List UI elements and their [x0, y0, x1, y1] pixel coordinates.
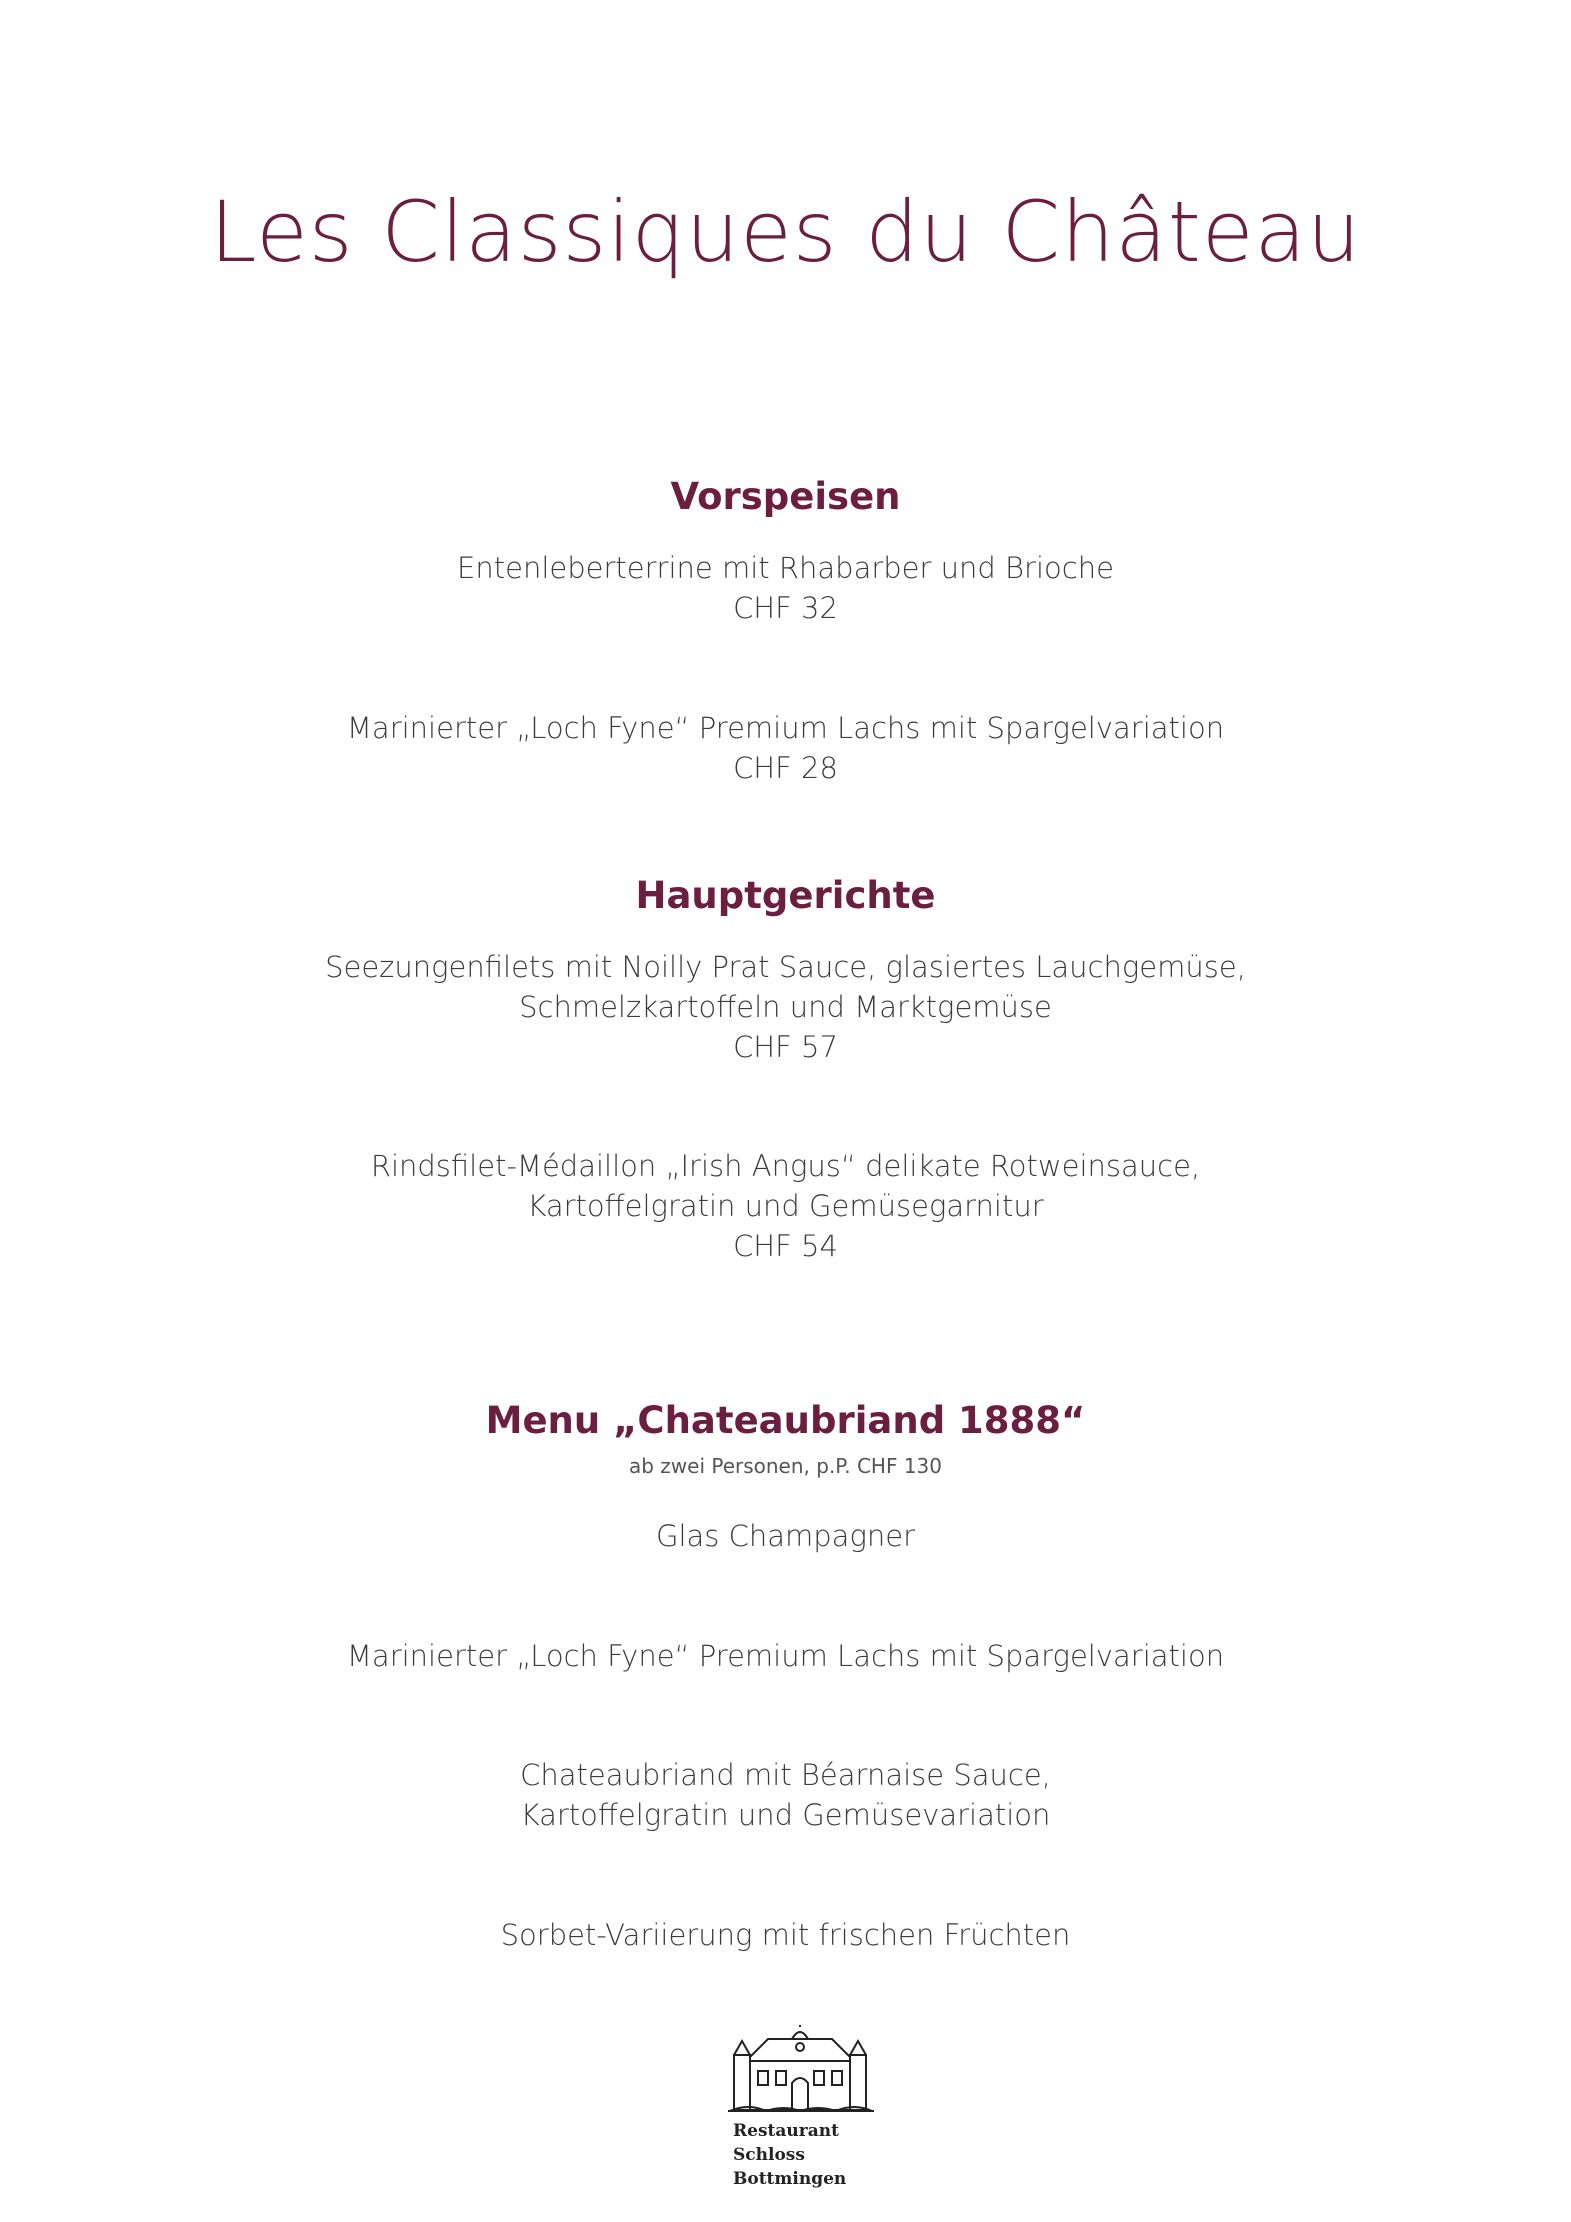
menu-course-description: Sorbet-Variierung mit frischen Früchten — [500, 1918, 1071, 1952]
menu-item-description: Marinierter „Loch Fyne“ Premium Lachs mit Spargelvariation — [346, 711, 1225, 745]
logo-text — [733, 2119, 888, 2191]
castle-icon — [728, 2025, 878, 2115]
menu-item-description: Rindsfilet-Médaillon „Irish Angus“ delikate Rotweinsauce, — [370, 1149, 1201, 1183]
logo-line: Schloss — [733, 2145, 805, 2165]
restaurant-logo — [728, 2025, 888, 2205]
menu-item-price: CHF 54 — [733, 1229, 838, 1263]
section-heading-menu: Menu „Chateaubriand 1888“ — [485, 1399, 1086, 1442]
menu-item-description: Entenleberterrine mit Rhabarber und Brioche — [457, 551, 1114, 585]
logo-line: Bottmingen — [733, 2169, 847, 2189]
menu-item-price: CHF 32 — [733, 591, 838, 625]
menu-item-description: Schmelzkartoffeln und Marktgemüse — [519, 990, 1052, 1024]
menu-course-description: Kartoffelgratin und Gemüsevariation — [520, 1798, 1051, 1832]
menu-course — [0, 1636, 1571, 1676]
menu-item — [0, 548, 1571, 628]
menu-item — [0, 708, 1571, 788]
menu-course-description: Chateaubriand mit Béarnaise Sauce, — [520, 1758, 1051, 1792]
menu-course — [0, 1516, 1571, 1556]
page-title: Les Classiques du Château — [209, 183, 1362, 281]
menu-price-note: ab zwei Personen, p.P. CHF 130 — [628, 1454, 943, 1478]
section-heading-hauptgerichte: Hauptgerichte — [635, 874, 936, 917]
menu-course — [0, 1915, 1571, 1955]
menu-item-price: CHF 28 — [733, 751, 838, 785]
menu-course-description: Marinierter „Loch Fyne“ Premium Lachs mit Spargelvariation — [346, 1639, 1225, 1673]
menu-item — [0, 947, 1571, 1067]
menu-item-description: Seezungenfilets mit Noilly Prat Sauce, glasiertes Lauchgemüse, — [325, 950, 1246, 984]
menu-item-description: Kartoffelgratin und Gemüsegarnitur — [527, 1189, 1044, 1223]
menu-course-description: Glas Champagner — [655, 1519, 915, 1553]
menu-item-price: CHF 57 — [733, 1030, 838, 1064]
menu-item — [0, 1146, 1571, 1266]
logo-line: Restaurant — [733, 2121, 839, 2141]
section-heading-vorspeisen: Vorspeisen — [670, 475, 901, 518]
menu-course — [0, 1755, 1571, 1835]
